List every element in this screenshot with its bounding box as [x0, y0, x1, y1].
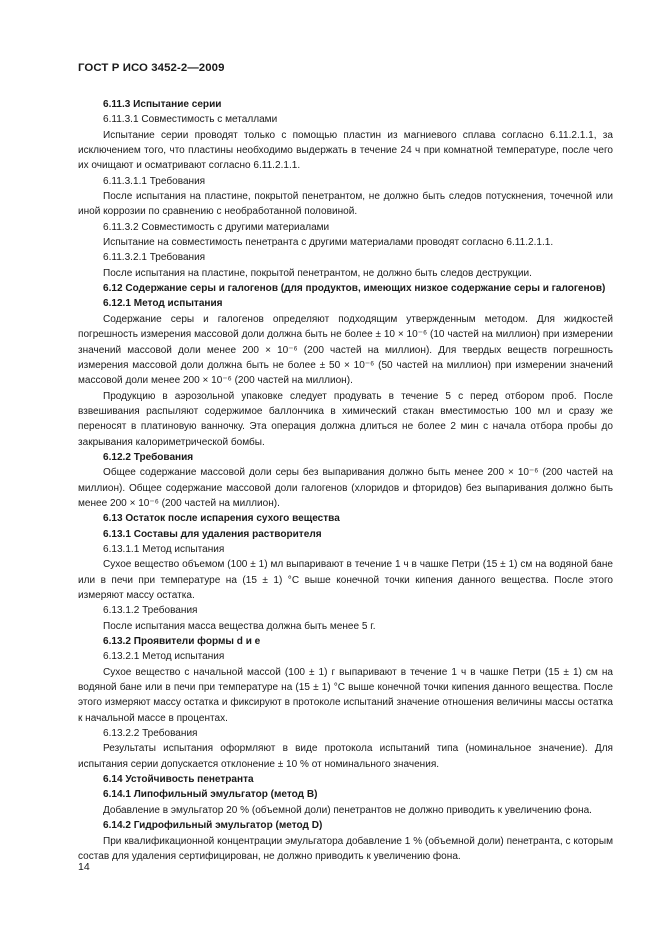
- paragraph: Результаты испытания оформляют в виде протокола испытаний типа (номинальное значение). Для испытания серии допускается отклонение ± 10 % от номинального значения.: [78, 743, 613, 770]
- section-heading: 6.14 Устойчивость пенетранта: [103, 774, 254, 786]
- paragraph: При квалификационной концентрации эмульгатора добавление 1 % (объемной доли) пенетранта, с которым состав для удаления сертифицирован, не должно приводить к увеличению фона.: [78, 835, 613, 862]
- paragraph: Добавление в эмульгатор 20 % (объемной доли) пенетрантов не должно приводить к увеличению фона.: [103, 804, 592, 816]
- paragraph: Продукцию в аэрозольной упаковке следует продувать в течение 5 с перед отбором проб. После взвешивания распыляют содержимое баллончика в химический стакан вместимостью 100 мл и сразу же переносят в платиновую ванночку. Эта операция должна длиться не более 2 мин с начала отбора пробы до закрывания калориметрической бомбы.: [78, 390, 613, 448]
- section-heading: 6.11.3.1 Совместимость с металлами: [103, 114, 278, 126]
- section-heading: 6.13.2 Проявители формы d и е: [103, 636, 261, 648]
- section-heading: 6.14.2 Гидрофильный эмульгатор (метод D): [103, 820, 323, 832]
- paragraph: Испытание серии проводят только с помощью пластин из магниевого сплава согласно 6.11.2.1.1, за исключением того, что пластины необходимо выдержать в течение 24 ч при комнатной температуре, после чего их очищают и осматривают согласно 6.11.2.1.1.: [78, 129, 613, 172]
- section-heading: 6.12.1 Метод испытания: [103, 298, 223, 310]
- paragraph: Испытание на совместимость пенетранта с другими материалами проводят согласно 6.11.2.1.1.: [103, 237, 554, 249]
- section-heading: 6.11.3.2.1 Требования: [103, 252, 206, 264]
- section-heading: 6.13.2.2 Требования: [103, 728, 198, 740]
- paragraph: Общее содержание массовой доли серы без выпаривания должно быть менее 200 × 10⁻⁶ (200 частей на миллион). Общее содержание массовой доли галогенов (хлоридов и фторидов) без выпаривания должно быть менее 200 × 10⁻⁶ (200 частей на миллион).: [78, 467, 613, 509]
- page-number: 14: [78, 861, 90, 873]
- paragraph: После испытания на пластине, покрытой пенетрантом, не должно быть следов деструкции.: [103, 267, 532, 279]
- section-heading: 6.11.3.1.1 Требования: [103, 175, 206, 187]
- section-heading: 6.13 Остаток после испарения сухого вещества: [103, 513, 340, 525]
- paragraph: После испытания масса вещества должна быть менее 5 г.: [103, 620, 376, 632]
- section-heading: 6.14.1 Липофильный эмульгатор (метод В): [103, 789, 318, 801]
- section-heading: 6.11.3.2 Совместимость с другими материалами: [103, 221, 330, 233]
- paragraph: Сухое вещество объемом (100 ± 1) мл выпаривают в течение 1 ч в чашке Петри (15 ± 1) см на водяной бане или в печи при температуре на (15 ± 1) °С выше конечной точки кипения данного вещества. После этого измеряют массу остатка.: [78, 559, 613, 601]
- section-heading: 6.12.2 Требования: [103, 451, 194, 463]
- document-header-title: ГОСТ Р ИСО 3452-2—2009: [78, 62, 225, 74]
- section-heading: 6.13.1.1 Метод испытания: [103, 543, 225, 555]
- section-heading: 6.12 Содержание серы и галогенов (для продуктов, имеющих низкое содержание серы и галогенов): [103, 283, 606, 295]
- paragraph: Сухое вещество с начальной массой (100 ± 1) г выпаривают в течение 1 ч в чашке Петри (15 ± 1) см на водяной бане или в печи при температуре на (15 ± 1) °С выше конечной точки кипения данного вещества. После этого измеряют массу остатка и фиксируют в протоколе испытаний значение отношения величины массы остатка к начальной массе в процентах.: [78, 666, 613, 724]
- paragraph: Содержание серы и галогенов определяют подходящим утвержденным методом. Для жидкостей погрешность измерения массовой доли должна быть не более ± 10 × 10⁻⁶ (10 частей на миллион) при измерении значений массовой доли менее 200 × 10⁻⁶ (200 частей на миллион). Для твердых веществ погрешность измерения массовой доли должна быть не более ± 50 × 10⁻⁶ (50 частей на миллион) при измерении значений массовой доли менее 200 × 10⁻⁶ (200 частей на миллион).: [78, 313, 613, 387]
- section-heading: 6.11.3 Испытание серии: [103, 99, 222, 110]
- section-heading: 6.13.1 Составы для удаления растворителя: [103, 528, 322, 540]
- section-heading: 6.13.1.2 Требования: [103, 605, 198, 617]
- section-heading: 6.13.2.1 Метод испытания: [103, 651, 225, 663]
- paragraph: После испытания на пластине, покрытой пенетрантом, не должно быть следов потускнения, точечной или иной коррозии по сравнению с необработанной половиной.: [78, 191, 613, 218]
- document-body: [78, 97, 613, 864]
